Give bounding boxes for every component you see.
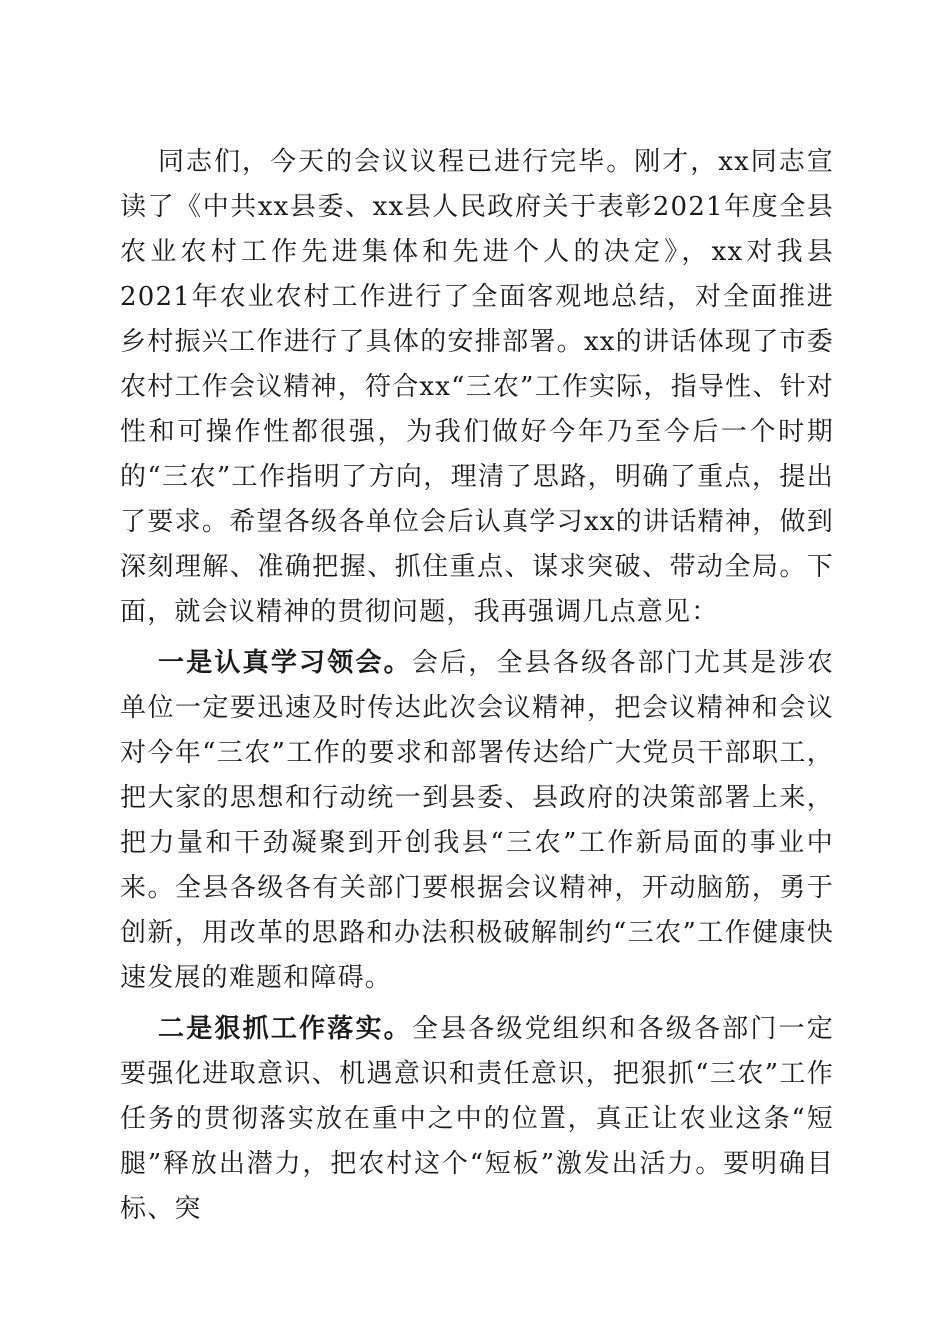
paragraph-point-two-heading: 二是狠抓工作落实。	[158, 1014, 412, 1044]
paragraph-point-one-text: 会后，全县各级各部门尤其是涉农单位一定要迅速及时传达此次会议精神，把会议精神和会议对今年“三农”工作的要求和部署传达给广大党员干部职工，把大家的思想和行动统一到县委、县政府的决策部署上来，把力量和干劲凝聚到开创我县“三农”工作新局面的事业中来。全县各级各有关部门要根据会议精神，开动脑筋，勇于创新，用改革的思路和办法积极破解制约“三农”工作健康快速发展的难题和障碍。	[120, 648, 834, 993]
paragraph-opening	[120, 140, 834, 635]
paragraph-point-one	[120, 641, 834, 1001]
paragraph-point-two	[120, 1007, 834, 1232]
paragraph-point-two-text: 全县各级党组织和各级各部门一定要强化进取意识、机遇意识和责任意识，把狠抓“三农”工作任务的贯彻落实放在重中之中的位置，真正让农业这条“短腿”释放出潜力，把农村这个“短板”激发出活力。要明确目标、突	[120, 1014, 834, 1224]
document-body	[120, 140, 834, 1232]
paragraph-point-one-heading: 一是认真学习领会。	[158, 648, 412, 678]
paragraph-opening-text: 同志们，今天的会议议程已进行完毕。刚才，xx同志宣读了《中共xx县委、xx县人民政府关于表彰2021年度全县农业农村工作先进集体和先进个人的决定》，xx对我县2021年农业农村工作进行了全面客观地总结，对全面推进乡村振兴工作进行了具体的安排部署。xx的讲话体现了市委农村工作会议精神，符合xx“三农”工作实际，指导性、针对性和可操作性都很强，为我们做好今年乃至今后一个时期的“三农”工作指明了方向，理清了思路，明确了重点，提出了要求。希望各级各单位会后认真学习xx的讲话精神，做到深刻理解、准确把握、抓住重点、谋求突破、带动全局。下面，就会议精神的贯彻问题，我再强调几点意见：	[120, 147, 834, 627]
